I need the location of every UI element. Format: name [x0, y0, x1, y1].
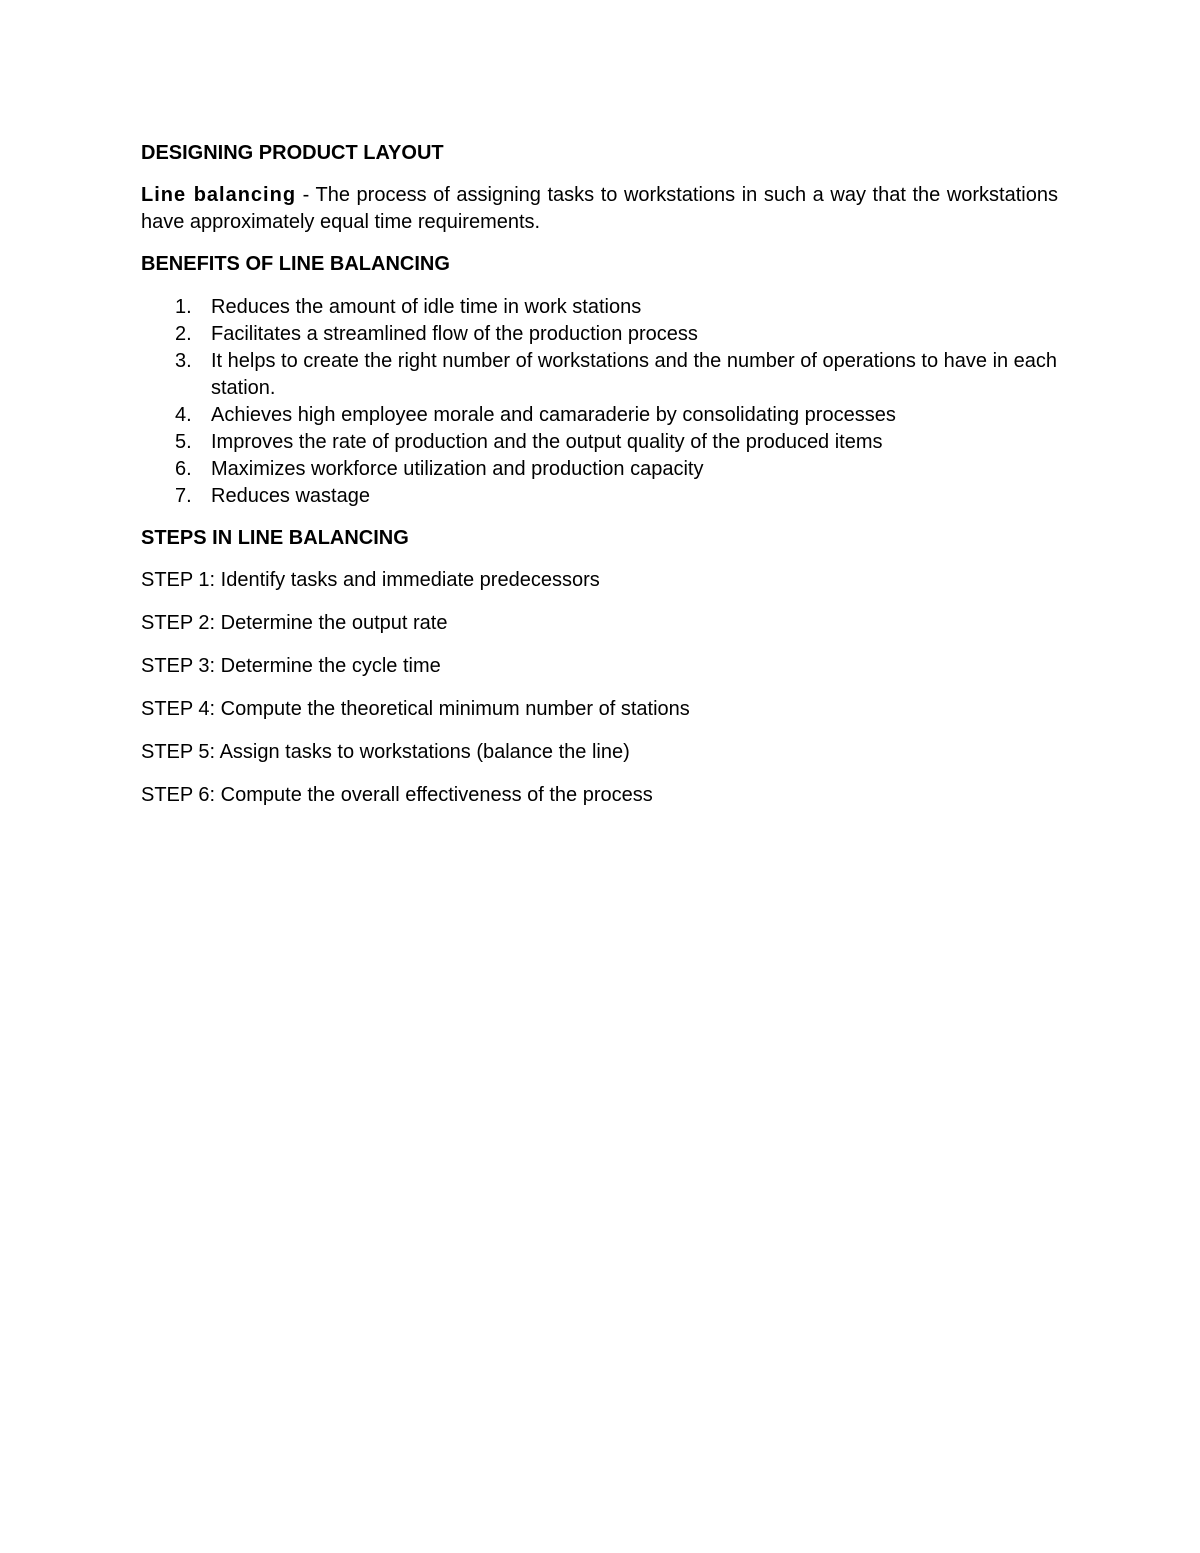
list-item-text: Reduces the amount of idle time in work stations [211, 296, 642, 318]
list-item [141, 321, 1058, 348]
list-item [141, 456, 1058, 483]
line-balancing-definition [141, 182, 1058, 236]
list-item-text: Maximizes workforce utilization and production capacity [211, 458, 704, 480]
document-page [141, 140, 1058, 825]
list-item-number: 5. [175, 431, 192, 453]
list-item [141, 348, 1058, 402]
list-item-text: Reduces wastage [211, 485, 370, 507]
list-item-text: It helps to create the right number of workstations and the number of operations to have in each station. [211, 350, 1058, 399]
list-item-number: 2. [175, 323, 192, 345]
list-item [141, 294, 1058, 321]
step-item: STEP 4: Compute the theoretical minimum number of stations [141, 698, 690, 720]
benefits-heading: BENEFITS OF LINE BALANCING [141, 253, 450, 275]
definition-text: The process of assigning tasks to workstations in such a way that the workstations have approximately equal time requirements. [141, 184, 1058, 233]
list-item-number: 4. [175, 404, 192, 426]
step-item: STEP 2: Determine the output rate [141, 612, 448, 634]
steps-list [141, 567, 1058, 809]
step-item: STEP 1: Identify tasks and immediate predecessors [141, 569, 600, 591]
list-item-text: Improves the rate of production and the output quality of the produced items [211, 431, 883, 453]
list-item-number: 6. [175, 458, 192, 480]
list-item [141, 483, 1058, 510]
definition-term: Line balancing [141, 184, 297, 206]
steps-heading: STEPS IN LINE BALANCING [141, 527, 409, 549]
step-item: STEP 5: Assign tasks to workstations (balance the line) [141, 741, 630, 763]
document-title: DESIGNING PRODUCT LAYOUT [141, 142, 444, 164]
list-item [141, 402, 1058, 429]
definition-separator: - [296, 184, 316, 206]
list-item [141, 429, 1058, 456]
benefits-list [141, 294, 1058, 510]
list-item-number: 3. [175, 350, 192, 372]
list-item-text: Achieves high employee morale and camaraderie by consolidating processes [211, 404, 896, 426]
list-item-number: 1. [175, 296, 192, 318]
step-item: STEP 3: Determine the cycle time [141, 655, 441, 677]
list-item-number: 7. [175, 485, 192, 507]
step-item: STEP 6: Compute the overall effectiveness of the process [141, 784, 653, 806]
list-item-text: Facilitates a streamlined flow of the production process [211, 323, 698, 345]
